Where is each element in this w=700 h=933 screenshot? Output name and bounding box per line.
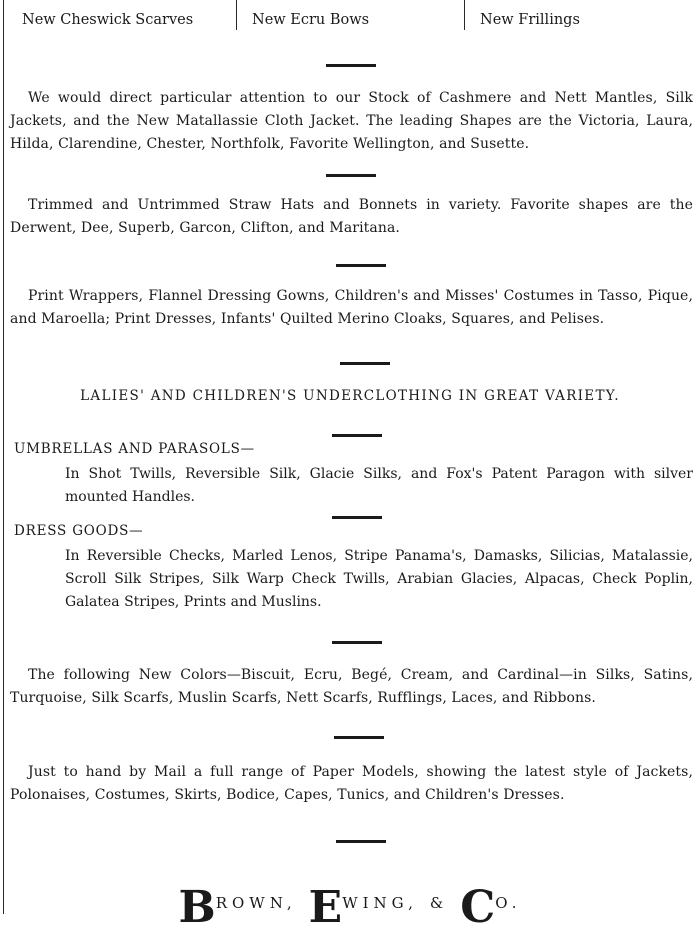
top-item-cheswick-scarves: New Cheswick Scarves xyxy=(22,12,194,28)
section-rule xyxy=(340,362,390,365)
dress-goods-heading: DRESS GOODS— xyxy=(14,523,144,539)
dress-goods-text: In Reversible Checks, Marled Lenos, Stripe Panama's, Damasks, Silicias, Matalassie, Scroll Silk Stripes, Silk Warp Check Twills, Arabian Glacies, Alpacas, Check Poplin, Galatea Stripes, Prints and Muslins. xyxy=(65,548,693,610)
section-rule xyxy=(332,516,382,519)
section-rule xyxy=(334,736,384,739)
section-rule xyxy=(336,264,386,267)
firm-initial-e: E xyxy=(308,882,343,933)
firm-ampersand: & xyxy=(429,894,449,912)
firm-word-ewing: WING, xyxy=(342,894,418,912)
firm-word-co: O. xyxy=(495,894,522,912)
paragraph-colors: The following New Colors—Biscuit, Ecru, Begé, Cream, and Cardinal—in Silks, Satins, Turquoise, Silk Scarfs, Muslin Scarfs, Nett Scarfs, Rufflings, Laces, and Ribbons. xyxy=(10,667,693,706)
firm-initial-c: C xyxy=(460,882,496,933)
top-bar xyxy=(0,0,700,34)
top-item-ecru-bows: New Ecru Bows xyxy=(252,12,370,28)
umbrellas-heading: UMBRELLAS AND PARASOLS— xyxy=(14,441,255,457)
firm-name xyxy=(0,868,700,933)
section-rule xyxy=(332,641,382,644)
section-rule xyxy=(326,64,376,67)
section-rule xyxy=(326,174,376,177)
paragraph-wrappers: Print Wrappers, Flannel Dressing Gowns, Children's and Misses' Costumes in Tasso, Pique, and Maroella; Print Dresses, Infants' Quilted Merino Cloaks, Squares, and Pelises. xyxy=(10,288,693,327)
firm-initial-b: B xyxy=(178,882,216,933)
umbrellas-text: In Shot Twills, Reversible Silk, Glacie Silks, and Fox's Patent Paragon with silver mounted Handles. xyxy=(65,466,693,505)
firm-word-brown: ROWN, xyxy=(215,894,297,912)
underclothing-banner: LALIES' AND CHILDREN'S UNDERCLOTHING IN GREAT VARIETY. xyxy=(80,388,620,404)
top-divider xyxy=(236,0,237,30)
paragraph-straw-hats: Trimmed and Untrimmed Straw Hats and Bonnets in variety. Favorite shapes are the Derwent, Dee, Superb, Garcon, Clifton, and Maritana. xyxy=(10,197,693,236)
paragraph-mantles: We would direct particular attention to our Stock of Cashmere and Nett Mantles, Silk Jackets, and the New Matallassie Cloth Jacket. The leading Shapes are the Victoria, Laura, Hilda, Clarendine, Chester, Northfolk, Favorite Wellington, and Susette. xyxy=(10,90,693,152)
paragraph-paper-models: Just to hand by Mail a full range of Paper Models, showing the latest style of Jackets, Polonaises, Costumes, Skirts, Bodice, Capes, Tunics, and Children's Dresses. xyxy=(10,764,693,803)
section-rule xyxy=(336,840,386,843)
top-item-frillings: New Frillings xyxy=(480,12,580,28)
top-divider xyxy=(464,0,465,30)
section-rule xyxy=(332,434,382,437)
left-border-line xyxy=(3,0,4,914)
